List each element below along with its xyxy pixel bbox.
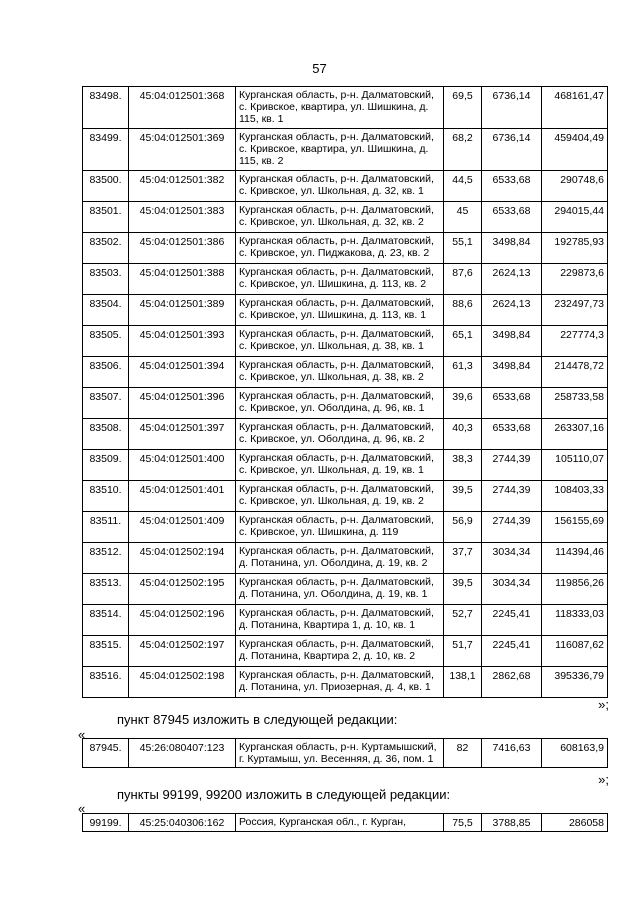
table-row — [83, 129, 608, 171]
unit-price-cell: 2245,41 — [482, 605, 542, 636]
unit-price-cell: 2245,41 — [482, 636, 542, 667]
cadastral-number-cell: 45:04:012501:393 — [129, 326, 236, 357]
area-cell: 38,3 — [444, 450, 482, 481]
table-row — [83, 636, 608, 667]
area-cell: 51,7 — [444, 636, 482, 667]
row-number-cell: 99199. — [83, 814, 129, 832]
table-row — [83, 814, 608, 832]
address-cell: Курганская область, р-н. Далматовский, с. Кривское, ул. Шишкина, д. 113, кв. 1 — [236, 295, 444, 326]
address-cell: Курганская область, р-н. Далматовский, с. Кривское, квартира, ул. Шишкина, д. 115, кв. 2 — [236, 129, 444, 171]
table-row — [83, 574, 608, 605]
table-row — [83, 481, 608, 512]
cadastral-number-cell: 45:04:012502:196 — [129, 605, 236, 636]
row-number-cell: 83511. — [83, 512, 129, 543]
row-number-cell: 83498. — [83, 87, 129, 129]
row-number-cell: 87945. — [83, 739, 129, 768]
row-number-cell: 83501. — [83, 202, 129, 233]
cadastral-number-cell: 45:04:012502:195 — [129, 574, 236, 605]
cadastral-value-cell: 232497,73 — [542, 295, 608, 326]
area-cell: 88,6 — [444, 295, 482, 326]
cadastral-value-cell: 227774,3 — [542, 326, 608, 357]
address-cell: Курганская область, р-н. Далматовский, с. Кривское, квартира, ул. Шишкина, д. 115, кв. 1 — [236, 87, 444, 129]
cadastral-value-cell: 468161,47 — [542, 87, 608, 129]
area-cell: 39,5 — [444, 574, 482, 605]
address-cell: Курганская область, р-н. Далматовский, с. Кривское, ул. Школьная, д. 38, кв. 1 — [236, 326, 444, 357]
cadastral-number-cell: 45:04:012501:397 — [129, 419, 236, 450]
cadastral-number-cell: 45:04:012501:409 — [129, 512, 236, 543]
table-row — [83, 388, 608, 419]
area-cell: 87,6 — [444, 264, 482, 295]
cadastral-number-cell: 45:04:012501:383 — [129, 202, 236, 233]
cadastral-value-cell: 608163,9 — [542, 739, 608, 768]
open-quote: « — [78, 801, 86, 816]
row-number-cell: 83510. — [83, 481, 129, 512]
table-row — [83, 419, 608, 450]
cadastral-value-cell: 114394,46 — [542, 543, 608, 574]
address-cell: Курганская область, р-н. Далматовский, д. Потанина, ул. Приозерная, д. 4, кв. 1 — [236, 667, 444, 698]
cadastral-value-cell: 108403,33 — [542, 481, 608, 512]
area-cell: 39,5 — [444, 481, 482, 512]
cadastral-number-cell: 45:04:012501:369 — [129, 129, 236, 171]
cadastral-number-cell: 45:04:012501:386 — [129, 233, 236, 264]
row-number-cell: 83508. — [83, 419, 129, 450]
cadastral-value-cell: 286058 — [542, 814, 608, 832]
unit-price-cell: 2624,13 — [482, 295, 542, 326]
unit-price-cell: 3034,34 — [482, 543, 542, 574]
unit-price-cell: 2862,68 — [482, 667, 542, 698]
main-table — [82, 86, 608, 698]
cadastral-value-cell: 258733,58 — [542, 388, 608, 419]
unit-price-cell: 7416,63 — [482, 739, 542, 768]
unit-price-cell: 2744,39 — [482, 450, 542, 481]
unit-price-cell: 3788,85 — [482, 814, 542, 832]
cadastral-number-cell: 45:26:080407:123 — [129, 739, 236, 768]
cadastral-number-cell: 45:04:012501:401 — [129, 481, 236, 512]
address-cell: Курганская область, р-н. Далматовский, с. Кривское, ул. Школьная, д. 32, кв. 1 — [236, 171, 444, 202]
area-cell: 68,2 — [444, 129, 482, 171]
cadastral-number-cell: 45:04:012501:368 — [129, 87, 236, 129]
table-row — [83, 357, 608, 388]
row-number-cell: 83516. — [83, 667, 129, 698]
amendment-table — [82, 813, 608, 832]
row-number-cell: 83504. — [83, 295, 129, 326]
cadastral-value-cell: 192785,93 — [542, 233, 608, 264]
table-row — [83, 450, 608, 481]
area-cell: 39,6 — [444, 388, 482, 419]
address-cell: Курганская область, р-н. Далматовский, д. Потанина, Квартира 2, д. 10, кв. 2 — [236, 636, 444, 667]
unit-price-cell: 6533,68 — [482, 419, 542, 450]
address-cell: Курганская область, р-н. Далматовский, с. Кривское, ул. Школьная, д. 19, кв. 1 — [236, 450, 444, 481]
cadastral-number-cell: 45:04:012501:389 — [129, 295, 236, 326]
unit-price-cell: 3034,34 — [482, 574, 542, 605]
cadastral-value-cell: 118333,03 — [542, 605, 608, 636]
row-number-cell: 83500. — [83, 171, 129, 202]
area-cell: 40,3 — [444, 419, 482, 450]
unit-price-cell: 6736,14 — [482, 87, 542, 129]
unit-price-cell: 2744,39 — [482, 481, 542, 512]
page-number: 57 — [312, 61, 327, 76]
area-cell: 44,5 — [444, 171, 482, 202]
cadastral-number-cell: 45:04:012502:197 — [129, 636, 236, 667]
area-cell: 138,1 — [444, 667, 482, 698]
address-cell: Курганская область, р-н. Далматовский, с. Кривское, ул. Школьная, д. 32, кв. 2 — [236, 202, 444, 233]
row-number-cell: 83507. — [83, 388, 129, 419]
table-row — [83, 326, 608, 357]
address-cell: Курганская область, р-н. Далматовский, с. Кривское, ул. Школьная, д. 38, кв. 2 — [236, 357, 444, 388]
area-cell: 56,9 — [444, 512, 482, 543]
row-number-cell: 83505. — [83, 326, 129, 357]
unit-price-cell: 3498,84 — [482, 233, 542, 264]
row-number-cell: 83514. — [83, 605, 129, 636]
close-quote: »; — [598, 697, 609, 712]
cadastral-number-cell: 45:04:012501:396 — [129, 388, 236, 419]
cadastral-number-cell: 45:04:012502:198 — [129, 667, 236, 698]
address-cell: Курганская область, р-н. Далматовский, с. Кривское, ул. Оболдина, д. 96, кв. 2 — [236, 419, 444, 450]
address-cell: Курганская область, р-н. Далматовский, с. Кривское, ул. Оболдина, д. 96, кв. 1 — [236, 388, 444, 419]
address-cell: Курганская область, р-н. Далматовский, с. Кривское, ул. Пиджакова, д. 23, кв. 2 — [236, 233, 444, 264]
table-row — [83, 87, 608, 129]
table-row — [83, 543, 608, 574]
cadastral-number-cell: 45:04:012501:382 — [129, 171, 236, 202]
address-cell: Курганская область, р-н. Куртамышский, г. Куртамыш, ул. Весенняя, д. 36, пом. 1 — [236, 739, 444, 768]
cadastral-number-cell: 45:04:012501:394 — [129, 357, 236, 388]
close-quote: »; — [598, 772, 609, 787]
table-row — [83, 739, 608, 768]
row-number-cell: 83502. — [83, 233, 129, 264]
cadastral-value-cell: 105110,07 — [542, 450, 608, 481]
table-row — [83, 264, 608, 295]
area-cell: 55,1 — [444, 233, 482, 264]
table-row — [83, 512, 608, 543]
row-number-cell: 83503. — [83, 264, 129, 295]
address-cell: Курганская область, р-н. Далматовский, с. Кривское, ул. Шишкина, д. 113, кв. 2 — [236, 264, 444, 295]
amendment-table — [82, 738, 608, 768]
cadastral-value-cell: 156155,69 — [542, 512, 608, 543]
unit-price-cell: 6533,68 — [482, 388, 542, 419]
cadastral-number-cell: 45:25:040306:162 — [129, 814, 236, 832]
area-cell: 52,7 — [444, 605, 482, 636]
table-row — [83, 233, 608, 264]
row-number-cell: 83513. — [83, 574, 129, 605]
address-cell: Курганская область, р-н. Далматовский, с. Кривское, ул. Школьная, д. 19, кв. 2 — [236, 481, 444, 512]
unit-price-cell: 6736,14 — [482, 129, 542, 171]
table-row — [83, 295, 608, 326]
row-number-cell: 83506. — [83, 357, 129, 388]
table-row — [83, 202, 608, 233]
open-quote: « — [78, 727, 86, 742]
cadastral-value-cell: 290748,6 — [542, 171, 608, 202]
unit-price-cell: 3498,84 — [482, 326, 542, 357]
row-number-cell: 83515. — [83, 636, 129, 667]
cadastral-value-cell: 263307,16 — [542, 419, 608, 450]
address-cell: Курганская область, р-н. Далматовский, д. Потанина, ул. Оболдина, д. 19, кв. 2 — [236, 543, 444, 574]
unit-price-cell: 3498,84 — [482, 357, 542, 388]
cadastral-number-cell: 45:04:012501:400 — [129, 450, 236, 481]
area-cell: 45 — [444, 202, 482, 233]
unit-price-cell: 6533,68 — [482, 202, 542, 233]
address-cell: Россия, Курганская обл., г. Курган, — [236, 814, 444, 832]
unit-price-cell: 6533,68 — [482, 171, 542, 202]
address-cell: Курганская область, р-н. Далматовский, д. Потанина, ул. Оболдина, д. 19, кв. 1 — [236, 574, 444, 605]
area-cell: 82 — [444, 739, 482, 768]
cadastral-value-cell: 214478,72 — [542, 357, 608, 388]
row-number-cell: 83512. — [83, 543, 129, 574]
row-number-cell: 83509. — [83, 450, 129, 481]
cadastral-value-cell: 119856,26 — [542, 574, 608, 605]
table-row — [83, 605, 608, 636]
cadastral-value-cell: 294015,44 — [542, 202, 608, 233]
amendment-paragraph: пункт 87945 изложить в следующей редакции: — [117, 712, 398, 727]
cadastral-value-cell: 395336,79 — [542, 667, 608, 698]
area-cell: 37,7 — [444, 543, 482, 574]
unit-price-cell: 2624,13 — [482, 264, 542, 295]
area-cell: 75,5 — [444, 814, 482, 832]
table-row — [83, 667, 608, 698]
cadastral-number-cell: 45:04:012502:194 — [129, 543, 236, 574]
address-cell: Курганская область, р-н. Далматовский, д. Потанина, Квартира 1, д. 10, кв. 1 — [236, 605, 444, 636]
table-row — [83, 171, 608, 202]
amendment-paragraph: пункты 99199, 99200 изложить в следующей редакции: — [117, 787, 451, 802]
row-number-cell: 83499. — [83, 129, 129, 171]
cadastral-value-cell: 229873,6 — [542, 264, 608, 295]
address-cell: Курганская область, р-н. Далматовский, с. Кривское, ул. Шишкина, д. 119 — [236, 512, 444, 543]
area-cell: 65,1 — [444, 326, 482, 357]
area-cell: 61,3 — [444, 357, 482, 388]
unit-price-cell: 2744,39 — [482, 512, 542, 543]
area-cell: 69,5 — [444, 87, 482, 129]
cadastral-value-cell: 459404,49 — [542, 129, 608, 171]
cadastral-value-cell: 116087,62 — [542, 636, 608, 667]
cadastral-number-cell: 45:04:012501:388 — [129, 264, 236, 295]
